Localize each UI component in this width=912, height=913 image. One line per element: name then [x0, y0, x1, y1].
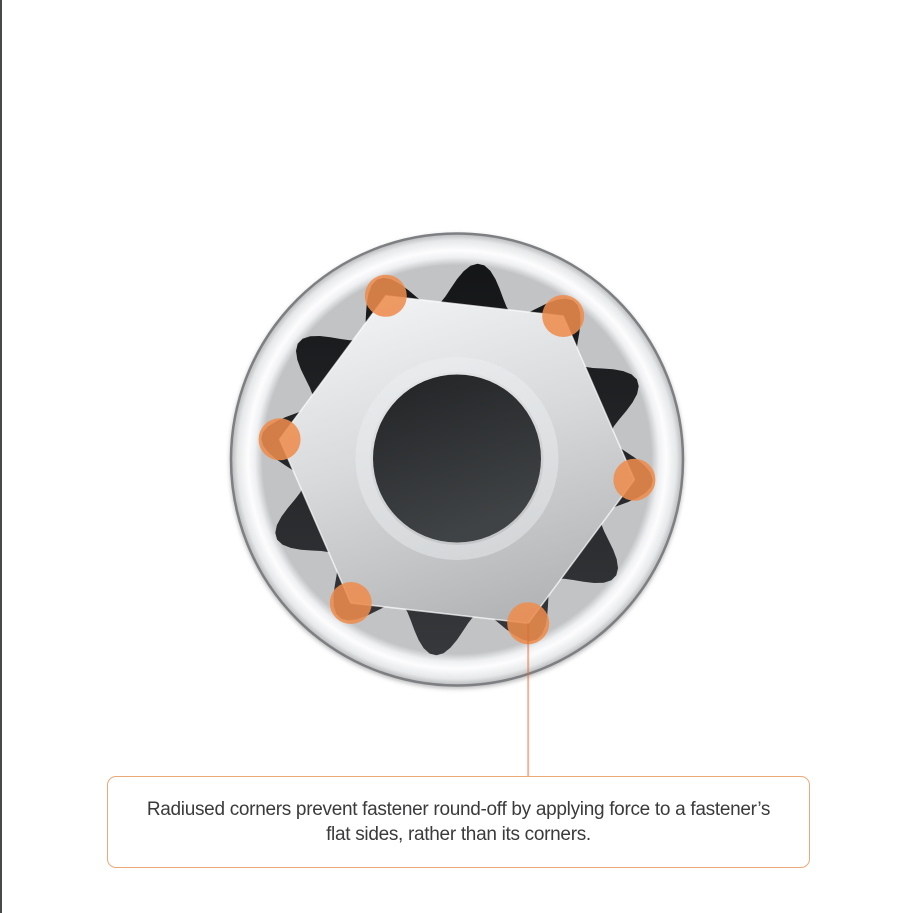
- contact-dot: [613, 459, 655, 501]
- contact-dot: [542, 295, 584, 337]
- callout-text-line1: Radiused corners prevent fastener round-off by applying force to a fastener’s: [146, 799, 771, 820]
- contact-dot: [365, 275, 407, 317]
- callout-box: [107, 776, 810, 868]
- contact-dot: [330, 582, 372, 624]
- callout-text-line2: flat sides, rather than its corners.: [326, 824, 591, 845]
- fastener-center-hole: [373, 375, 541, 543]
- contact-dot: [259, 418, 301, 460]
